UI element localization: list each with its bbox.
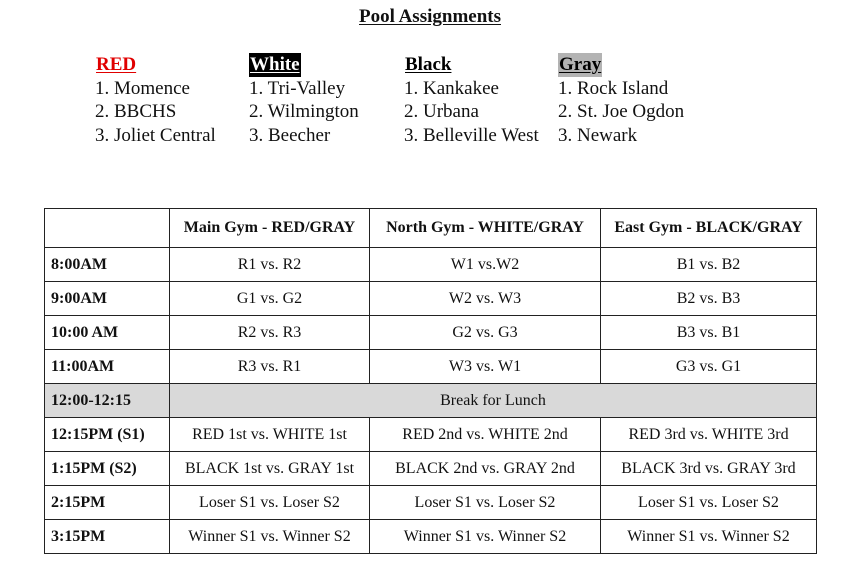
- pool-heading: RED: [96, 54, 137, 75]
- time-cell: 8:00AM: [45, 248, 170, 282]
- header-cell-main-gym: Main Gym - RED/GRAY: [170, 209, 370, 248]
- pool-gray: [558, 53, 684, 147]
- game-cell: Winner S1 vs. Winner S2: [601, 520, 817, 554]
- table-row: [45, 486, 817, 520]
- header-cell-north-gym: North Gym - WHITE/GRAY: [370, 209, 601, 248]
- game-cell: G2 vs. G3: [370, 316, 601, 350]
- game-cell: RED 1st vs. WHITE 1st: [170, 418, 370, 452]
- game-cell: B1 vs. B2: [601, 248, 817, 282]
- pool-red: [95, 53, 216, 147]
- game-cell: Winner S1 vs. Winner S2: [170, 520, 370, 554]
- pool-team: 3. Belleville West: [404, 124, 539, 146]
- time-cell: 2:15PM: [45, 486, 170, 520]
- page-title: [0, 6, 860, 28]
- game-cell: W1 vs.W2: [370, 248, 601, 282]
- game-cell: Loser S1 vs. Loser S2: [170, 486, 370, 520]
- game-cell: RED 2nd vs. WHITE 2nd: [370, 418, 601, 452]
- pool-team: 3. Joliet Central: [95, 124, 216, 146]
- lunch-break-cell: Break for Lunch: [170, 384, 817, 418]
- table-row: [45, 282, 817, 316]
- time-cell: 12:15PM (S1): [45, 418, 170, 452]
- time-cell: 10:00 AM: [45, 316, 170, 350]
- table-row: [45, 418, 817, 452]
- pool-team: 3. Newark: [558, 124, 638, 146]
- pool-white: [249, 53, 359, 147]
- pool-team: 2. Wilmington: [249, 101, 359, 122]
- table-row: [45, 248, 817, 282]
- game-cell: B2 vs. B3: [601, 282, 817, 316]
- game-cell: Winner S1 vs. Winner S2: [370, 520, 601, 554]
- table-header-row: [45, 209, 817, 248]
- pool-team: 1. Kankakee: [404, 77, 499, 99]
- pool-team: 3. Beecher: [249, 124, 331, 146]
- game-cell: Loser S1 vs. Loser S2: [370, 486, 601, 520]
- pool-black: [404, 53, 539, 147]
- game-cell: BLACK 1st vs. GRAY 1st: [170, 452, 370, 486]
- pool-team: 2. Urbana: [404, 101, 479, 122]
- game-cell: BLACK 3rd vs. GRAY 3rd: [601, 452, 817, 486]
- header-cell-east-gym: East Gym - BLACK/GRAY: [601, 209, 817, 248]
- game-cell: BLACK 2nd vs. GRAY 2nd: [370, 452, 601, 486]
- game-cell: Loser S1 vs. Loser S2: [601, 486, 817, 520]
- pool-team: 2. St. Joe Ogdon: [558, 101, 685, 122]
- time-cell: 3:15PM: [45, 520, 170, 554]
- time-cell: 11:00AM: [45, 350, 170, 384]
- time-cell: 1:15PM (S2): [45, 452, 170, 486]
- table-row: [45, 520, 817, 554]
- table-row: [45, 316, 817, 350]
- schedule-table: [44, 208, 817, 554]
- header-cell-time: [45, 209, 170, 248]
- pool-heading: White: [250, 54, 300, 75]
- game-cell: RED 3rd vs. WHITE 3rd: [601, 418, 817, 452]
- time-cell: 9:00AM: [45, 282, 170, 316]
- game-cell: W2 vs. W3: [370, 282, 601, 316]
- pool-heading: Black: [405, 54, 452, 75]
- pool-team: 2. BBCHS: [95, 101, 177, 122]
- game-cell: R3 vs. R1: [170, 350, 370, 384]
- game-cell: R1 vs. R2: [170, 248, 370, 282]
- pool-heading: Gray: [559, 54, 602, 75]
- game-cell: R2 vs. R3: [170, 316, 370, 350]
- table-row: [45, 350, 817, 384]
- game-cell: W3 vs. W1: [370, 350, 601, 384]
- game-cell: G3 vs. G1: [601, 350, 817, 384]
- game-cell: G1 vs. G2: [170, 282, 370, 316]
- game-cell: B3 vs. B1: [601, 316, 817, 350]
- pool-team: 1. Rock Island: [558, 77, 669, 99]
- page-title-text: Pool Assignments: [359, 6, 501, 27]
- pool-team: 1. Tri-Valley: [249, 77, 346, 99]
- table-row: [45, 452, 817, 486]
- lunch-row: [45, 384, 817, 418]
- pool-team: 1. Momence: [95, 77, 190, 99]
- time-cell: 12:00-12:15: [45, 384, 170, 418]
